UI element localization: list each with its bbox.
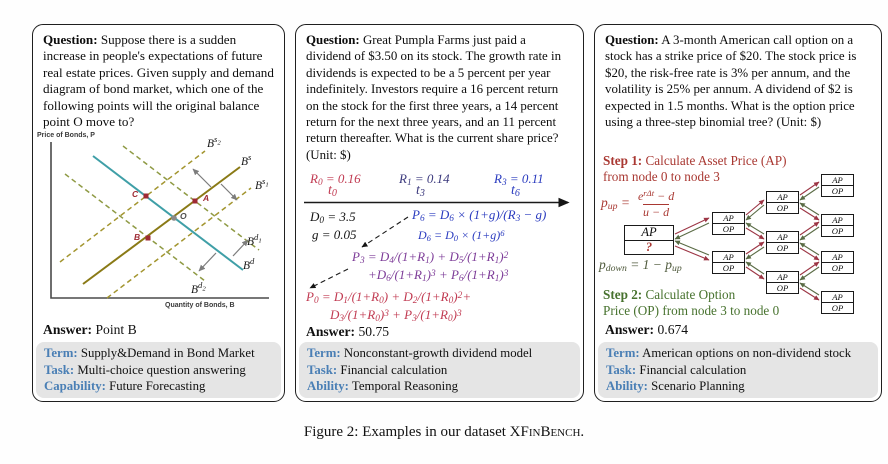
caption-prefix: Figure 2: Examples in our dataset — [303, 424, 510, 440]
formula-d0: $D_0 = 3.5$ — [310, 209, 356, 226]
meta-task-value: Financial calculation — [340, 362, 448, 377]
formula-p3-line1: $P_3 = D_4/(1+R_1) + D_5/(1+R_1)^2$ — [352, 249, 509, 266]
shift-arrow-up-left — [193, 169, 211, 187]
formula-r1: $R_1 = 0.14$ — [399, 171, 450, 188]
tree-node-l1-up: AP OP — [712, 212, 745, 235]
meta-term-label: Term: — [606, 346, 640, 361]
caption-suffix: . — [580, 424, 585, 440]
curve-label-bd2: $B^{d_2}$ — [191, 280, 206, 297]
p-up-denominator: u − d — [643, 205, 670, 220]
question-label: Question: — [605, 33, 659, 47]
tree-node-l3-2: AP OP — [821, 214, 854, 237]
caption-dataset-name: XFinBench — [509, 424, 581, 440]
timeline-t3: $t_3$ — [416, 183, 425, 199]
answer-label: Answer: — [306, 324, 356, 339]
meta-term — [44, 345, 273, 361]
meta-task-value: Financial calculation — [639, 362, 747, 377]
formula-p3-line2: $+D_6/(1+R_1)^3 + P_6/(1+R_1)^3$ — [368, 267, 509, 284]
figure-caption — [0, 424, 888, 441]
shift-arrow-down-left — [199, 253, 216, 271]
panel-bond-market — [32, 24, 285, 402]
p-up-formula — [601, 187, 677, 219]
curve-label-bd: $B^d$ — [243, 256, 255, 273]
formula-p0-line2: $D_3/(1+R_0)^3 + P_3/(1+R_0)^3$ — [330, 307, 462, 324]
point-b-marker — [146, 236, 151, 241]
curve-label-bs: $B^s$ — [241, 152, 252, 169]
formula-r3: $R_3 = 0.11$ — [494, 171, 544, 188]
question-paragraph — [296, 25, 583, 163]
p-up-lhs: $p_{up}$ = — [601, 194, 630, 212]
solution-steps-area — [595, 151, 883, 347]
supply-shift-line-bs2 — [60, 151, 205, 262]
formula-g: g = 0.05 — [312, 227, 357, 242]
axes — [51, 142, 269, 298]
root-unknown-cell: ? — [625, 240, 673, 255]
question-label: Question: — [306, 33, 360, 47]
point-c-label: C — [132, 189, 139, 200]
meta-term — [307, 345, 572, 361]
curve-label-bs1: $B^{s_1}$ — [255, 176, 269, 193]
step2-heading — [603, 287, 779, 319]
point-o-label: O — [180, 211, 187, 222]
meta-ability-label: Ability: — [606, 378, 648, 393]
meta-ability-label: Ability: — [307, 378, 349, 393]
question-label: Question: — [43, 32, 98, 47]
step2-label: Step 2: — [603, 287, 643, 302]
meta-capability-label: Capability: — [44, 378, 106, 393]
point-a-label: A — [203, 193, 210, 204]
meta-capability — [44, 378, 273, 394]
meta-term — [606, 345, 870, 361]
shift-arrow-up-right — [233, 240, 248, 256]
meta-ability — [307, 378, 572, 394]
p-up-numerator: $e^{r\Delta t} - d$ — [637, 188, 675, 204]
step1-label: Step 1: — [603, 153, 643, 168]
y-axis-label: Price of Bonds, P — [37, 132, 95, 140]
step1-text-line1: Calculate Asset Price (AP) — [645, 153, 787, 168]
meta-task-label: Task: — [606, 362, 637, 377]
step2-text-line1: Calculate Option — [645, 287, 736, 302]
formula-r0: $R_0 = 0.16$ — [310, 171, 361, 188]
point-a-marker — [193, 199, 198, 204]
tree-node-l2-down: AP OP — [766, 271, 799, 294]
meta-task — [606, 362, 870, 378]
timeline-t0: $t_0$ — [328, 183, 337, 199]
answer-label: Answer: — [43, 322, 93, 337]
answer-value: Point B — [95, 322, 137, 337]
point-c-marker — [144, 194, 149, 199]
answer-label: Answer: — [605, 322, 655, 337]
meta-task-value: Multi-choice question answering — [77, 362, 246, 377]
meta-task-label: Task: — [307, 362, 338, 377]
point-o-marker — [171, 216, 177, 222]
tree-node-l1-down: AP OP — [712, 251, 745, 274]
p-up-fraction — [635, 187, 677, 219]
meta-ability-value: Temporal Reasoning — [351, 378, 458, 393]
tree-node-l2-mid: AP OP — [766, 231, 799, 254]
tree-node-l3-1: AP OP — [821, 174, 854, 197]
meta-task-label: Task: — [44, 362, 75, 377]
question-body: Suppose there is a sudden increase in people's expectations of future real estate prices. Given supply and demand diagram of bond market, which one of the following points will the original balance point O move to? — [43, 32, 274, 130]
question-paragraph — [33, 25, 284, 130]
formula-d6: $D_6 = D_0 \times (1+g)^6$ — [418, 228, 505, 243]
x-axis-label: Quantity of Bonds, B — [165, 302, 235, 310]
meta-footer — [299, 342, 580, 398]
tree-node-l3-4: AP OP — [821, 291, 854, 314]
supply-demand-diagram — [35, 132, 283, 324]
meta-capability-value: Future Forecasting — [109, 378, 206, 393]
meta-term-value: American options on non-dividend stock — [642, 346, 852, 361]
answer — [306, 324, 389, 340]
meta-term-label: Term: — [307, 346, 341, 361]
meta-term-label: Term: — [44, 346, 78, 361]
answer-value: 0.674 — [657, 322, 689, 337]
timeline-t6: $t_6$ — [511, 183, 520, 199]
dashed-arrow-p3-to-p0 — [310, 269, 348, 288]
step1-heading — [603, 153, 787, 185]
p-down-formula: $p_{down} = 1 - p_{up}$ — [599, 257, 682, 274]
curve-label-bs2: $B^{s_2}$ — [207, 134, 221, 151]
meta-footer — [598, 342, 878, 398]
question-body: A 3-month American call option on a stock has a strike price of $20. The stock price is $20, the risk-free rate is 3% per annum, and the volatility is 25% per annum. A dividend of $2 is expected in 1.5 months. What is the option price using a three-step binomial tree? (Unit: $) — [605, 33, 857, 130]
supply-shift-line-bs1 — [107, 188, 251, 298]
formula-p6: $P_6 = D_6 \times (1+g)/(R_3 - g)$ — [412, 207, 547, 224]
question-body: Great Pumpla Farms just paid a dividend of $3.50 on its stock. The growth rate in dividends is expected to be a 5 percent per year indefinitely. Investors require a 16 percent return on the stock for the first three years, a 14 percent return for the next three years, and an 11 percent return thereafter. What is the current share price? (Unit: $) — [306, 33, 562, 162]
step2-text-line2: Price (OP) from node 3 to node 0 — [603, 303, 780, 318]
meta-task — [44, 362, 273, 378]
step1-text-line2: from node 0 to node 3 — [603, 169, 720, 184]
answer — [605, 322, 688, 338]
meta-task — [307, 362, 572, 378]
meta-ability — [606, 378, 870, 394]
root-ap-cell: AP — [641, 225, 657, 239]
tree-root-node — [624, 225, 674, 255]
curve-label-bd1: $B^{d_1}$ — [247, 232, 262, 249]
question-paragraph — [595, 25, 881, 130]
meta-footer — [36, 342, 281, 398]
meta-ability-value: Scenario Planning — [651, 378, 745, 393]
tree-node-l3-3: AP OP — [821, 251, 854, 274]
formula-p0-line1: $P_0 = D_1/(1+R_0) + D_2/(1+R_0)^2+$ — [306, 289, 472, 306]
panel-binomial-tree — [594, 24, 882, 402]
shift-arrow-down-right — [221, 184, 237, 200]
answer — [43, 322, 137, 338]
formula-area — [304, 171, 577, 323]
tree-node-l2-up: AP OP — [766, 191, 799, 214]
point-b-label: B — [134, 232, 141, 243]
meta-term-value: Supply&Demand in Bond Market — [80, 346, 255, 361]
dashed-arrow-p6-to-p3 — [362, 217, 408, 247]
meta-term-value: Nonconstant-growth dividend model — [343, 346, 533, 361]
panel-dividend-model — [295, 24, 584, 402]
answer-value: 50.75 — [358, 324, 390, 339]
